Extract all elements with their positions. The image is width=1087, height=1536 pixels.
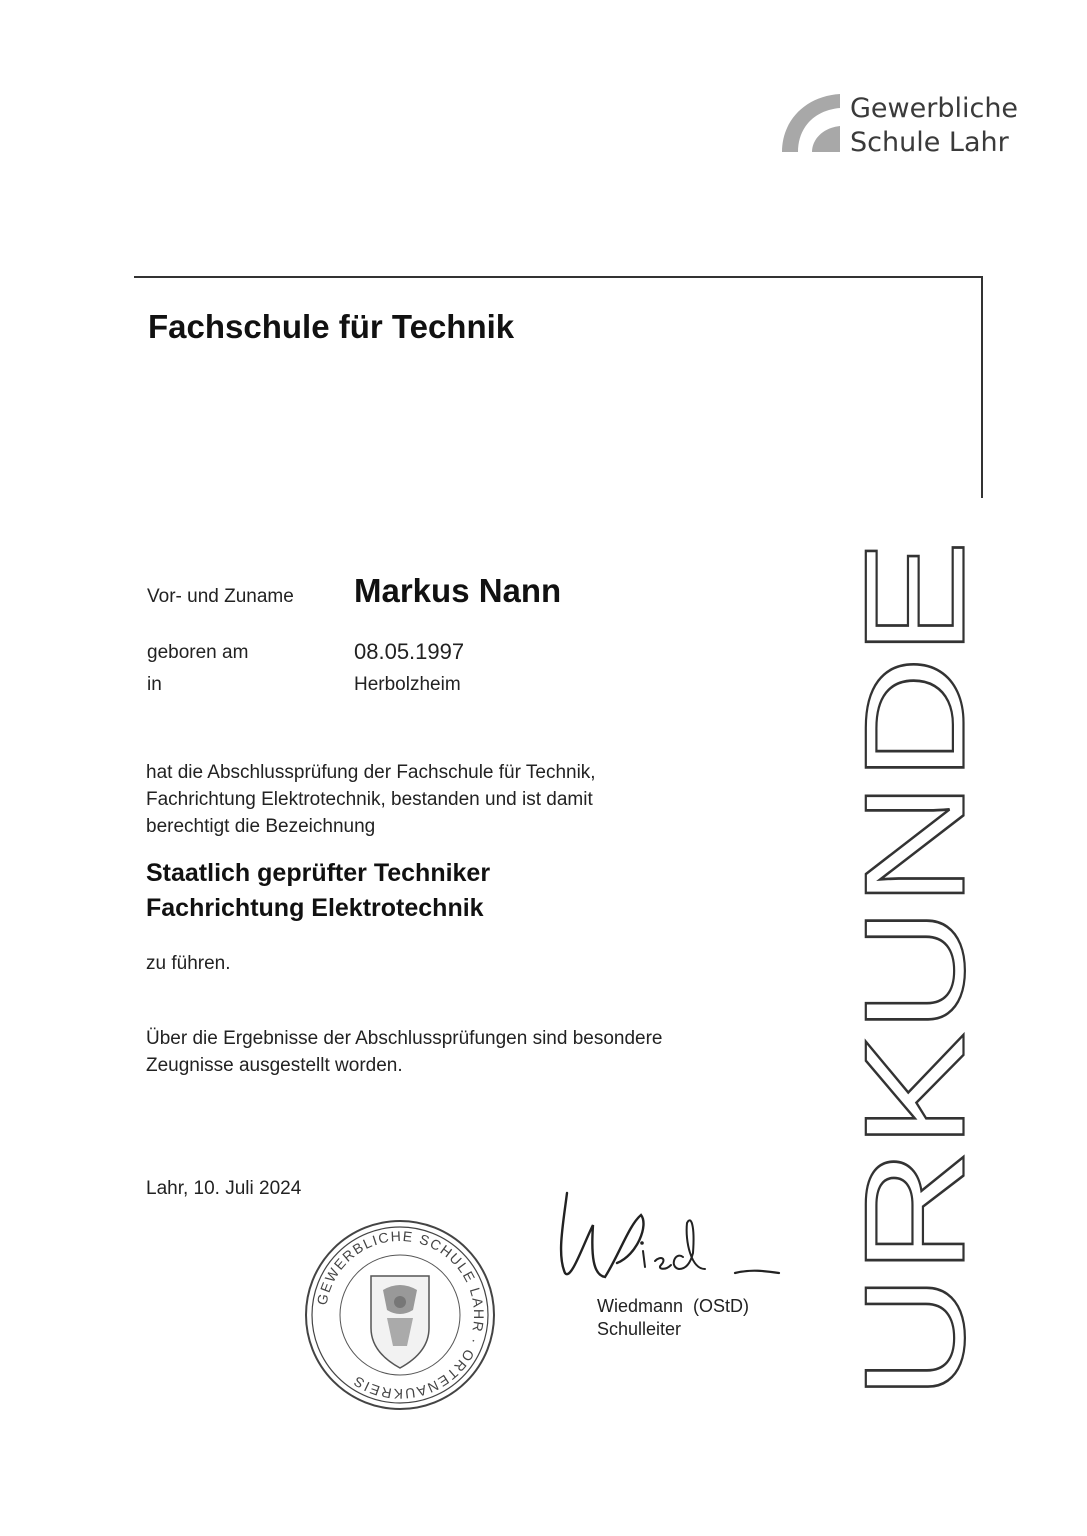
statement-line: hat die Abschlussprüfung der Fachschule für Technik, <box>146 762 596 783</box>
seal-inscription-path: GEWERBLICHE SCHULE LAHR · ORTENAUKREIS <box>313 1227 488 1403</box>
birth-date: 08.05.1997 <box>354 639 465 664</box>
signer-role: Schulleiter <box>597 1319 682 1339</box>
person-name: Markus Nann <box>354 572 562 609</box>
birth-place-label: in <box>147 674 162 695</box>
results-note-line: Über die Ergebnisse der Abschlussprüfungen sind besondere <box>146 1028 663 1049</box>
degree-line: Fachrichtung Elektrotechnik <box>146 894 484 922</box>
place-date: Lahr, 10. Juli 2024 <box>146 1178 302 1199</box>
school-logo-icon <box>780 92 846 154</box>
results-note <box>146 1025 663 1079</box>
document-heading: Fachschule für Technik <box>148 308 515 345</box>
name-label: Vor- und Zuname <box>147 586 294 607</box>
signer-block <box>597 1295 749 1341</box>
results-note-line: Zeugnisse ausgestellt worden. <box>146 1055 403 1076</box>
statement-line: Fachrichtung Elektrotechnik, bestanden und ist damit <box>146 789 593 810</box>
school-name-line1: Gewerbliche <box>850 93 1019 124</box>
birth-place: Herbolzheim <box>354 674 461 695</box>
urkunde-text: URKUNDE <box>835 697 995 1400</box>
school-seal <box>303 1218 497 1412</box>
school-logo <box>780 92 1040 162</box>
urkunde-vertical-title <box>835 530 995 1410</box>
statement-line: berechtigt die Bezeichnung <box>146 816 376 837</box>
degree-title <box>146 856 490 926</box>
closing-text: zu führen. <box>146 953 231 974</box>
signer-name: Wiedmann (OStD) <box>597 1296 750 1316</box>
birth-date-label: geboren am <box>147 642 249 663</box>
degree-line: Staatlich geprüfter Techniker <box>146 859 491 887</box>
signature <box>545 1185 785 1295</box>
statement <box>146 759 596 840</box>
school-name-line2: Schule Lahr <box>850 127 1009 158</box>
coat-of-arms-icon <box>371 1276 429 1368</box>
school-name <box>850 92 1018 160</box>
